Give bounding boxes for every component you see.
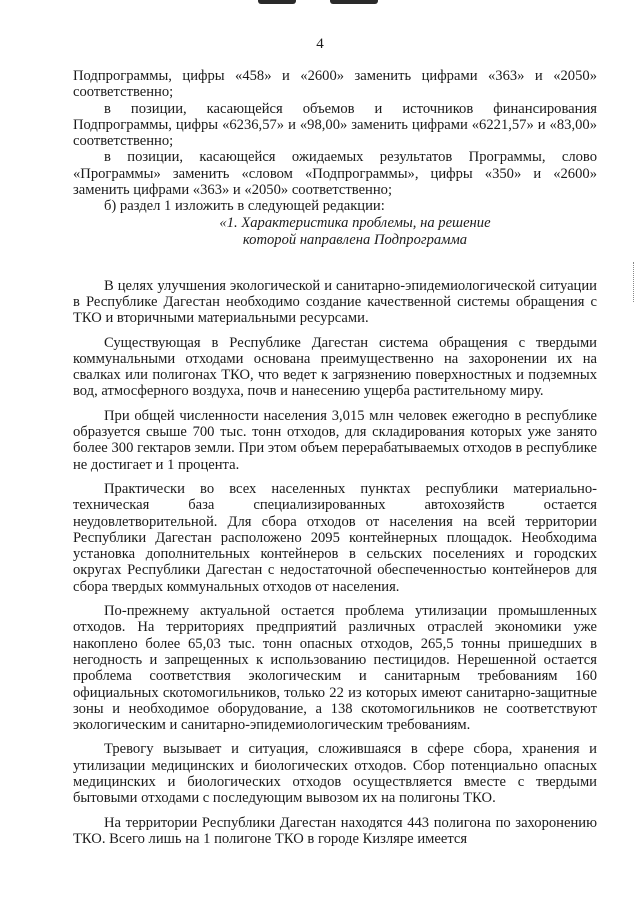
document-body xyxy=(73,68,597,847)
scan-artifact xyxy=(330,0,378,4)
paragraph: Существующая в Республике Дагестан система обращения с твердыми коммунальными отходами основана преимущественно на захоронении их на свалках или полигонах ТКО, что ведет к загрязнению поверхностных и подземных вод, атмосферного воздуха, почв и нанесению ущерба растительному миру. xyxy=(73,334,597,400)
paragraph: в позиции, касающейся ожидаемых результатов Программы, слово «Программы» заменить «словом «Подпрограммы», цифры «350» и «2600» заменить цифрами «363» и «2050» соответственно; xyxy=(73,149,597,199)
paragraph: По-прежнему актуальной остается проблема утилизации промышленных отходов. На территориях предприятий различных отраслей экономики уже накоплено более 65,03 тыс. тонн опасных отходов, 265,5 тонны пришедших в негодность и запрещенных к использованию пестицидов. Нерешенной остается проблема соответствия экологическим и санитарным требованиям 160 официальных скотомогильников, только 22 из которых имеют санитарно-защитные зоны и необходимое оборудование, а 138 скотомогильников не соответствуют экологическим и санитарно-эпидемиологическим требованиям. xyxy=(73,603,597,734)
paragraph: При общей численности населения 3,015 млн человек ежегодно в республике образуется свыше 700 тыс. тонн отходов, для складирования которых уже занято более 300 гектаров земли. При этом объем перерабатываемых отходов в республике не достигает и 1 процента. xyxy=(73,407,597,473)
section-heading-line: «1. Характеристика проблемы, на решение xyxy=(219,214,491,231)
paragraph: На территории Республики Дагестан находятся 443 полигона по захоронению ТКО. Всего лишь на 1 полигоне ТКО в городе Кизляре имеется xyxy=(73,814,597,847)
scan-artifact xyxy=(258,0,296,4)
paragraph: б) раздел 1 изложить в следующей редакции: xyxy=(104,198,385,215)
paragraph: Практически во всех населенных пунктах республики материально-техническая база специализированных автохозяйств остается неудовлетворительной. Для сбора отходов от населения на всей территории Республики Дагестан расположено 2095 контейнерных площадок. Необходима установка дополнительных контейнеров в сельских поселениях и городских округах Республики Дагестан с недостаточной обеспеченностью контейнеров для сбора твердых коммунальных отходов от населения. xyxy=(73,480,597,595)
paragraph: Подпрограммы, цифры «458» и «2600» заменить цифрами «363» и «2050» соответственно; xyxy=(73,68,597,101)
paragraph: в позиции, касающейся объемов и источников финансирования Подпрограммы, цифры «6236,57» и «98,00» заменить цифрами «6221,57» и «83,00» соответственно; xyxy=(73,100,597,150)
paragraph: В целях улучшения экологической и санитарно-эпидемиологической ситуации в Республике Дагестан необходимо создание качественной системы обращения с ТКО и вторичными материальными ресурсами. xyxy=(73,277,597,327)
section-heading-line: которой направлена Подпрограмма xyxy=(242,231,468,248)
page-number: 4 xyxy=(316,36,324,52)
paragraph: Тревогу вызывает и ситуация, сложившаяся в сфере сбора, хранения и утилизации медицинских и биологических отходов. Сбор потенциально опасных медицинских и биологических отходов осуществляется вместе с твердыми бытовыми отходами с последующим вывозом их на полигоны ТКО. xyxy=(73,741,597,807)
scan-artifact xyxy=(633,262,636,302)
